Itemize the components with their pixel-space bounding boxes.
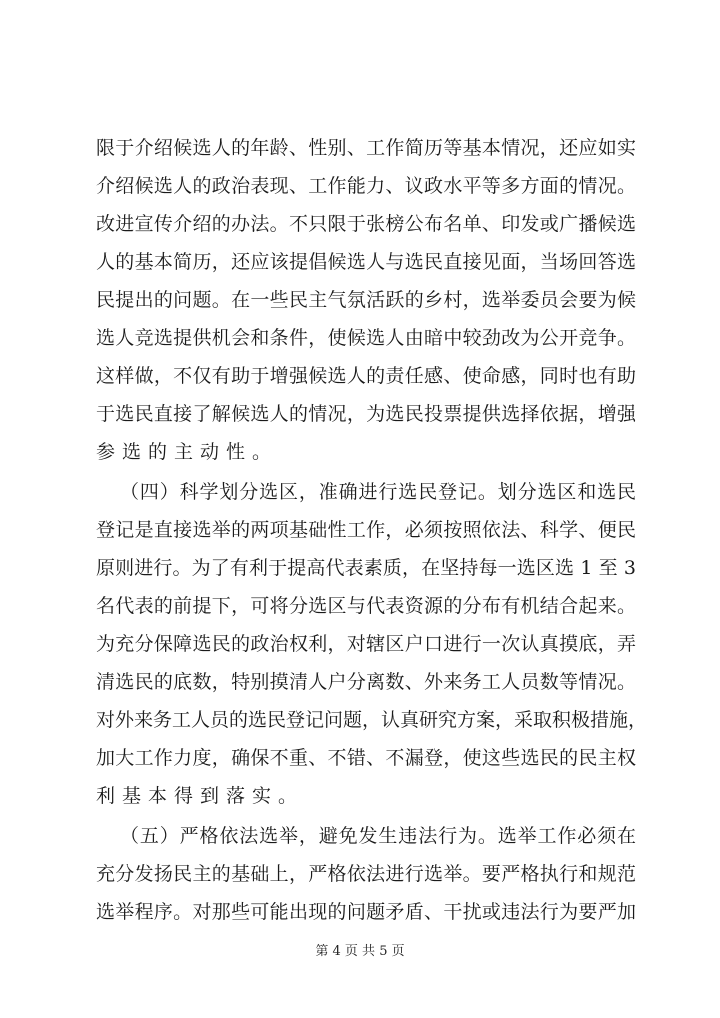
text-line: 利基本得到落实。 [96, 785, 305, 807]
text-line: 人的基本简历，还应该提倡候选人与选民直接见面，当场回答选 [96, 251, 636, 273]
text-line: 为充分保障选民的政治权利，对辖区户口进行一次认真摸底，弄 [96, 633, 636, 655]
text-line: 介绍候选人的政治表现、工作能力、议政水平等多方面的情况。 [96, 175, 636, 197]
text-line: 改进宣传介绍的办法。不只限于张榜公布名单、印发或广播候选 [96, 213, 636, 235]
page-number-footer: 第 4 页 共 5 页 [315, 944, 405, 959]
text-line: 名代表的前提下，可将分选区与代表资源的分布有机结合起来。 [96, 595, 636, 617]
text-line: 充分发扬民主的基础上，严格依法进行选举。要严格执行和规范 [96, 863, 636, 885]
text-line: 选举程序。对那些可能出现的问题矛盾、干扰或违法行为要严加 [96, 901, 636, 923]
text-line: 这样做，不仅有助于增强候选人的责任感、使命感，同时也有助 [96, 365, 636, 387]
text-line: 限于介绍候选人的年龄、性别、工作简历等基本情况，还应如实 [96, 137, 636, 159]
section-heading-line: （五）严格依法选举，避免发生违法行为。选举工作必须在 [120, 825, 636, 847]
text-line: 加大工作力度，确保不重、不错、不漏登，使这些选民的民主权 [96, 747, 636, 769]
text-line: 于选民直接了解候选人的情况，为选民投票提供选择依据，增强 [96, 403, 636, 425]
text-line: 原则进行。为了有利于提高代表素质，在坚持每一选区选 1 至 3 [96, 557, 636, 579]
text-line: 对外来务工人员的选民登记问题，认真研究方案，采取积极措施， [96, 709, 648, 731]
text-line: 登记是直接选举的两项基础性工作，必须按照依法、科学、便民 [96, 519, 636, 541]
text-line: 清选民的底数，特别摸清人户分离数、外来务工人员数等情况。 [96, 671, 636, 693]
text-line: 参选的主动性。 [96, 441, 279, 463]
text-line: 选人竞选提供机会和条件，使候选人由暗中较劲改为公开竞争。 [96, 327, 636, 349]
section-heading-line: （四）科学划分选区，准确进行选民登记。划分选区和选民 [120, 481, 636, 503]
text-line: 民提出的问题。在一些民主气氛活跃的乡村，选举委员会要为候 [96, 289, 636, 311]
